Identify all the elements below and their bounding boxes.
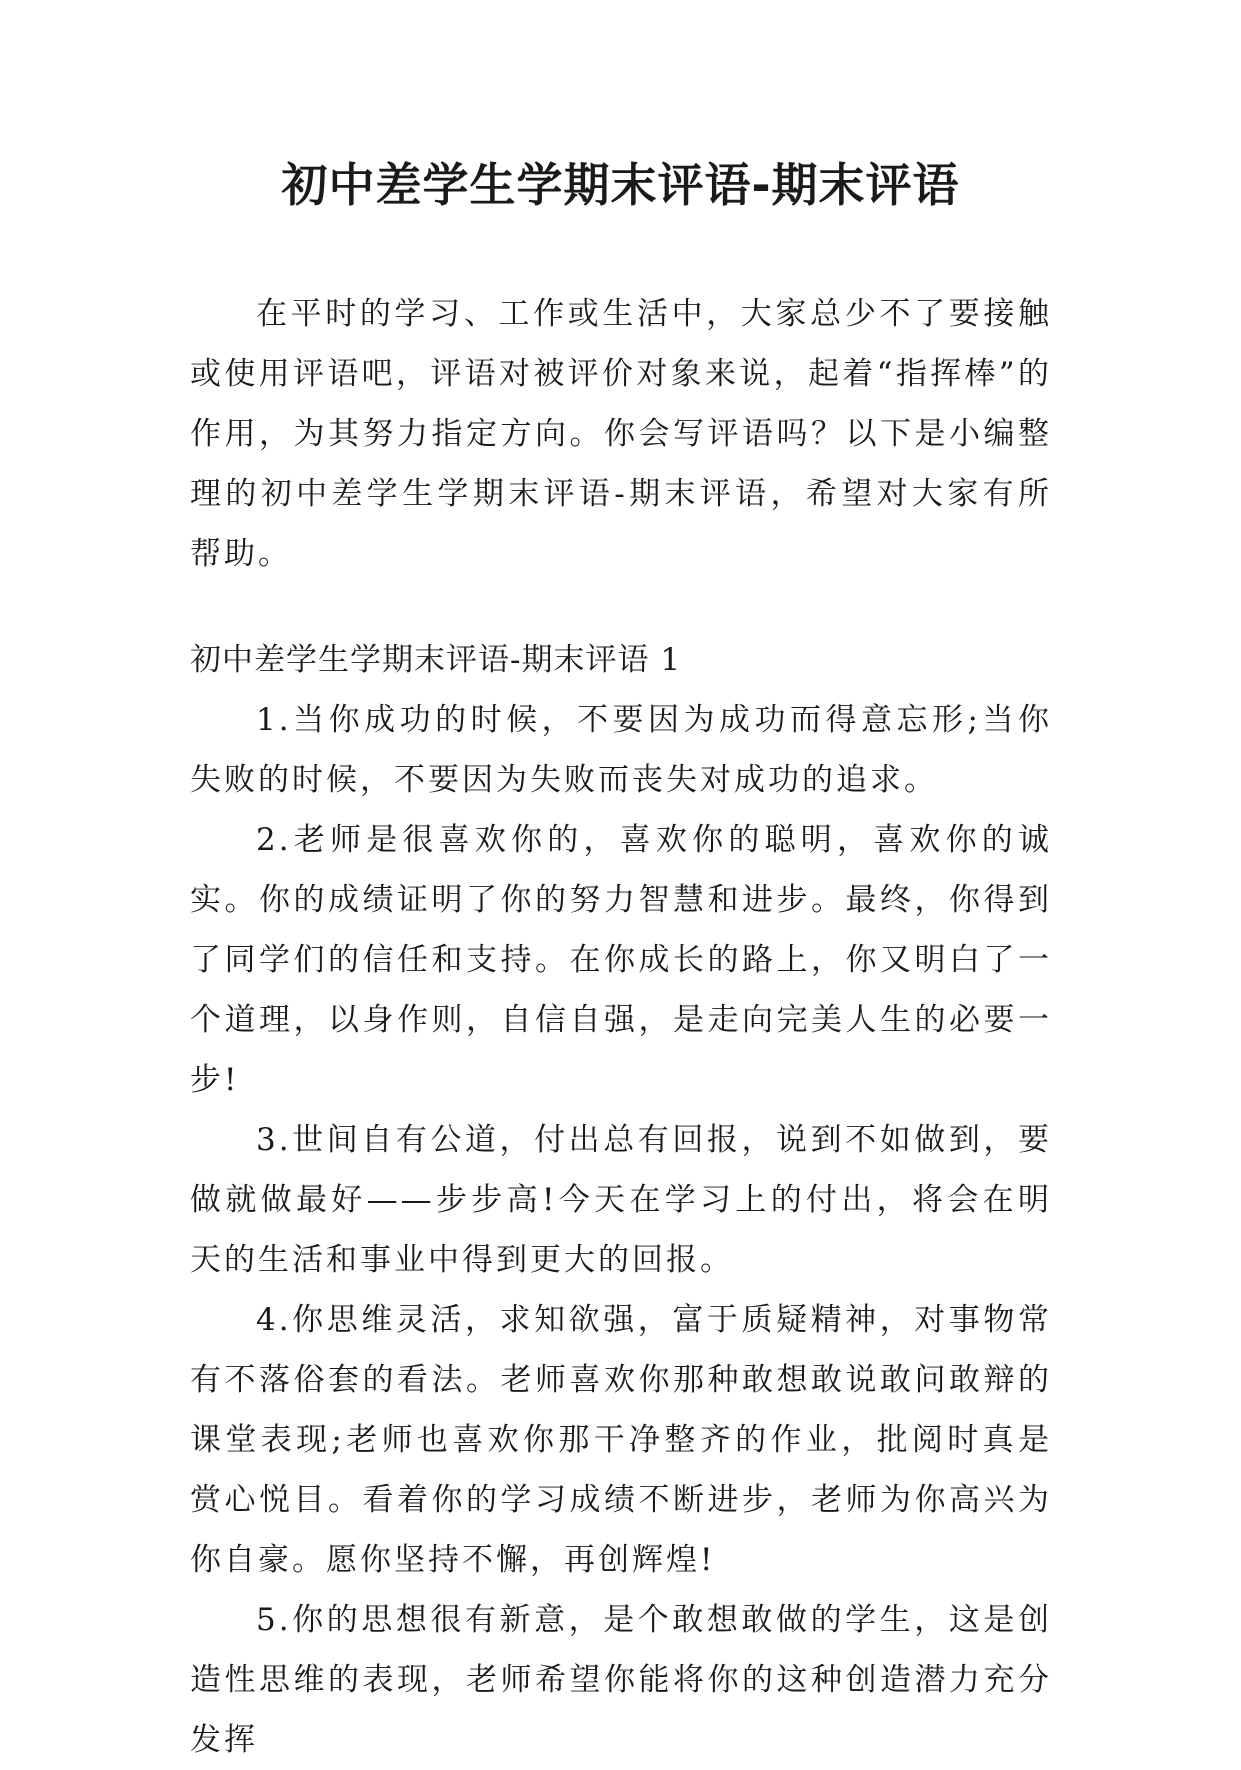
comment-item-3: 3.世间自有公道，付出总有回报，说到不如做到，要做就做最好——步步高!今天在学习上的付出，将会在明天的生活和事业中得到更大的回报。 — [190, 1122, 1052, 1278]
intro-paragraph: 在平时的学习、工作或生活中，大家总少不了要接触或使用评语吧，评语对被评价对象来说，起着“指挥棒”的作用，为其努力指定方向。你会写评语吗？以下是小编整理的初中差学生学期末评语-期末评语，希望对大家有所帮助。 — [190, 296, 1052, 572]
section-heading: 初中差学生学期末评语-期末评语 1 — [190, 642, 682, 678]
document-title: 初中差学生学期末评语-期末评语 — [281, 158, 960, 212]
comment-item-2: 2.老师是很喜欢你的，喜欢你的聪明，喜欢你的诚实。你的成绩证明了你的努力智慧和进步。最终，你得到了同学们的信任和支持。在你成长的路上，你又明白了一个道理，以身作则，自信自强，是走向完美人生的必要一步! — [190, 822, 1052, 1098]
document-body — [190, 284, 1052, 1770]
comment-item-4: 4.你思维灵活，求知欲强，富于质疑精神，对事物常有不落俗套的看法。老师喜欢你那种敢想敢说敢问敢辩的课堂表现;老师也喜欢你那干净整齐的作业，批阅时真是赏心悦目。看着你的学习成绩不断进步，老师为你高兴为你自豪。愿你坚持不懈，再创辉煌! — [190, 1302, 1052, 1578]
comment-item-1: 1.当你成功的时候，不要因为成功而得意忘形;当你失败的时候，不要因为失败而丧失对成功的追求。 — [190, 702, 1052, 798]
comment-item-5: 5.你的思想很有新意，是个敢想敢做的学生，这是创造性思维的表现，老师希望你能将你的这种创造潜力充分发挥 — [190, 1602, 1052, 1758]
